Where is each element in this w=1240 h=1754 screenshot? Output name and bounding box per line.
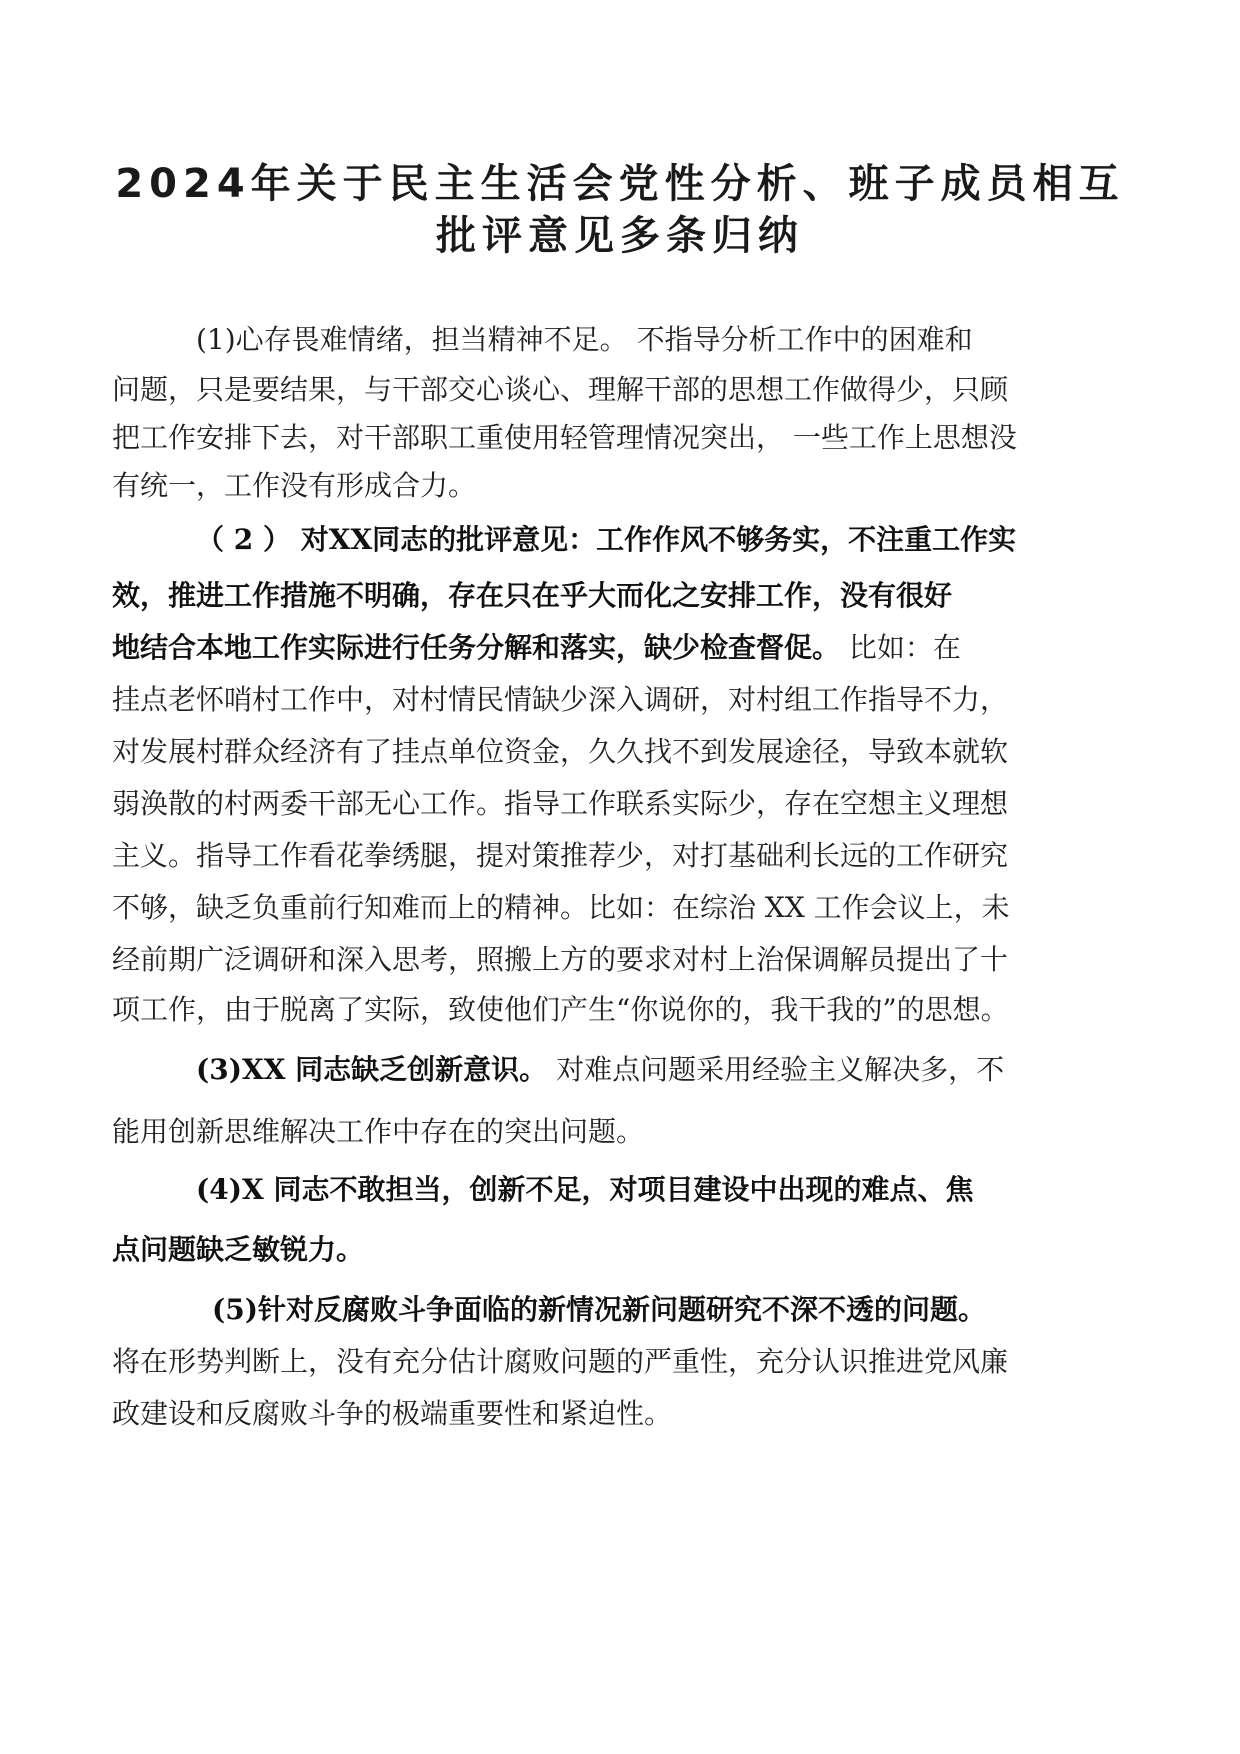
paragraph-1-line-4 [112, 466, 476, 506]
paragraph-1-line-2 [112, 370, 1008, 410]
paragraph-2-line-4 [112, 680, 1008, 720]
document-title-line-1: 2024年关于民主生活会党性分析、班子成员相互 [115, 161, 1125, 207]
paragraph-2-line-8 [112, 888, 1010, 928]
paragraph-3-line-1 [196, 1050, 1004, 1090]
line-text: 不够，缺乏负重前行知难而上的精神。比如：在综治 XX 工作会议上，未 [112, 891, 1010, 924]
line-bold-text: (3)XX 同志缺乏创新意识。 [196, 1053, 548, 1086]
paragraph-2-line-1 [196, 520, 1016, 560]
line-text: 有统一，工作没有形成合力。 [112, 469, 477, 502]
line-bold-text: (4)X 同志不敢担当，创新不足，对项目建设中出现的难点、焦 [196, 1173, 974, 1206]
paragraph-2-line-7 [112, 836, 1008, 876]
paragraph-2-line-9 [112, 940, 1008, 980]
line-text: 比如：在 [840, 631, 961, 664]
paragraph-3-line-2 [112, 1112, 644, 1152]
line-bold-text: (5)针对反腐败斗争面临的新情况新问题研究不深不透的问题。 [212, 1293, 986, 1326]
line-text: 弱涣散的村两委干部无心工作。指导工作联系实际少，存在空想主义理想 [112, 787, 1009, 820]
line-bold-text: （ 2 ） 对XX同志的批评意见：工作作风不够务实，不注重工作实 [196, 523, 1017, 556]
line-text: 把工作安排下去，对干部职工重使用轻管理情况突出， 一些工作上思想没 [112, 421, 1017, 454]
paragraph-4-line-1 [196, 1170, 973, 1210]
paragraph-2-line-10 [112, 990, 1009, 1030]
line-bold-text: 效，推进工作措施不明确，存在只在乎大而化之安排工作，没有很好 [112, 579, 953, 612]
paragraph-5-line-3 [112, 1394, 672, 1434]
paragraph-1-line-3 [112, 418, 1017, 458]
paragraph-2-line-5 [112, 732, 1008, 772]
line-bold-text: 地结合本地工作实际进行任务分解和落实，缺少检查督促。 [112, 631, 841, 664]
line-bold-text: 点问题缺乏敏锐力。 [112, 1233, 365, 1266]
line-text: (1)心存畏难情绪，担当精神不足。 不指导分析工作中的困难和 [196, 323, 973, 356]
paragraph-2-line-2 [112, 576, 952, 616]
paragraph-4-line-2 [112, 1230, 364, 1270]
line-text: 主义。指导工作看花拳绣腿，提对策推荐少，对打基础利长远的工作研究 [112, 839, 1009, 872]
document-title-line-2: 批评意见多条归纳 [436, 213, 804, 259]
line-text: 能用创新思维解决工作中存在的突出问题。 [112, 1115, 645, 1148]
line-text: 项工作，由于脱离了实际，致使他们产生“你说你的，我干我的”的思想。 [112, 993, 1009, 1026]
line-text: 对发展村群众经济有了挂点单位资金，久久找不到发展途径，导致本就软 [112, 735, 1009, 768]
paragraph-5-line-1 [212, 1290, 986, 1330]
line-text: 问题，只是要结果，与干部交心谈心、理解干部的思想工作做得少，只顾 [112, 373, 1009, 406]
line-text: 对难点问题采用经验主义解决多，不 [547, 1053, 1005, 1086]
line-text: 挂点老怀哨村工作中，对村情民情缺少深入调研，对村组工作指导不力， [112, 683, 1009, 716]
paragraph-2-line-3 [112, 628, 961, 668]
paragraph-2-line-6 [112, 784, 1008, 824]
paragraph-1-line-1 [196, 320, 973, 360]
line-text: 将在形势判断上，没有充分估计腐败问题的严重性，充分认识推进党风廉 [112, 1345, 1009, 1378]
paragraph-5-line-2 [112, 1342, 1008, 1382]
line-text: 政建设和反腐败斗争的极端重要性和紧迫性。 [112, 1397, 673, 1430]
line-text: 经前期广泛调研和深入思考，照搬上方的要求对村上治保调解员提出了十 [112, 943, 1009, 976]
